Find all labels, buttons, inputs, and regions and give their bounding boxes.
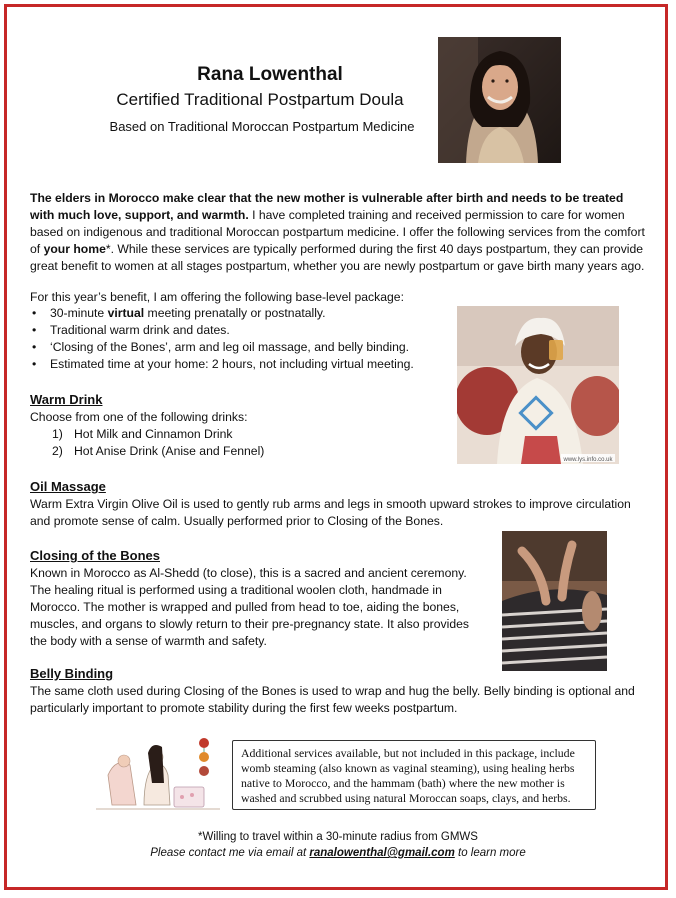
option-label: Hot Anise Drink (Anise and Fennel) xyxy=(74,444,265,458)
list-item xyxy=(30,426,450,443)
list-item: • Estimated time at your home: 2 hours, not including virtual meeting. xyxy=(30,356,450,373)
belly-binding-section xyxy=(30,666,650,717)
email-link[interactable]: ranalowenthal@gmail.com xyxy=(309,847,455,859)
item-bold: virtual xyxy=(107,306,145,320)
intro-text-1: I have completed training and received permission to care for women based on indigenous and traditional Moroccan postpartum medicine. I offer the following services from the comfort of xyxy=(30,208,645,256)
contact-line xyxy=(0,847,676,859)
item-text: 30-minute xyxy=(50,306,108,320)
warm-drink-section xyxy=(30,392,450,460)
closing-bones-section xyxy=(30,548,478,650)
oil-massage-text: Warm Extra Virgin Olive Oil is used to gently rub arms and legs in smooth upward strokes to improve circulation and promote sense of calm. Usually performed prior to Closing of the Bones. xyxy=(30,497,631,528)
oil-massage-section xyxy=(30,479,650,530)
oil-massage-heading: Oil Massage xyxy=(30,479,106,494)
drink-options xyxy=(30,426,450,460)
list-item xyxy=(30,305,450,322)
intro-text-2: *. While these services are typically performed during the first 40 days postpartum, they can provide great benefit to women at all stages postpartum, whether you are newly postpartum or gave birth many years ago. xyxy=(30,242,645,273)
contact-pre: Please contact me via email at xyxy=(150,847,310,859)
closing-bones-text: Known in Morocco as Al-Shedd (to close), this is a sacred and ancient ceremony. The healing ritual is performed using a traditional woolen cloth, handmade in Morocco. The mother is wrapped and pulled from head to toe, aiding the bones, muscles, and organs to slowly return to their pre-pregnancy state. It also provides the body with a sense of warmth and safety. xyxy=(30,566,469,648)
warm-drink-heading: Warm Drink xyxy=(30,392,103,407)
additional-services-box: Additional services available, but not included in this package, include womb steaming (also known as vaginal steaming), using healing herbs native to Morocco, and the hammam (bath) where the new mother is washed and scrubbed using natural Moroccan soaps, clays, and herbs. xyxy=(232,740,596,810)
intro-paragraph xyxy=(30,190,650,275)
drink-photo xyxy=(457,306,619,464)
belly-binding-heading: Belly Binding xyxy=(30,666,114,681)
option-number: 2) xyxy=(52,444,63,458)
belly-binding-text: The same cloth used during Closing of the Bones is used to wrap and hug the belly. Belly binding is optional and particularly important to promote stability during the first few weeks postpartum. xyxy=(30,684,635,715)
list-item xyxy=(30,443,450,460)
package-list xyxy=(30,305,450,373)
intro-bold-lead: The elders in Morocco make clear that the new mother is vulnerable after birth and needs to be treated with much love, support, and warmth. xyxy=(30,191,624,222)
doula-name: Rana Lowenthal xyxy=(197,64,343,85)
option-label: Hot Milk and Cinnamon Drink xyxy=(74,427,233,441)
travel-note: *Willing to travel within a 30-minute radius from GMWS xyxy=(198,831,478,843)
closing-bones-heading: Closing of the Bones xyxy=(30,548,160,563)
doula-title: Certified Traditional Postpartum Doula xyxy=(116,90,404,109)
list-item: • ‘Closing of the Bones’, arm and leg oil massage, and belly binding. xyxy=(30,339,450,356)
closing-bones-photo xyxy=(502,531,607,671)
steaming-illustration xyxy=(96,735,220,817)
practice-basis: Based on Traditional Moroccan Postpartum Medicine xyxy=(109,119,415,134)
portrait-photo xyxy=(438,37,561,163)
option-number: 1) xyxy=(52,427,63,441)
item-text: meeting prenatally or postnatally. xyxy=(144,306,326,320)
package-lead-in: For this year’s benefit, I am offering the following base-level package: xyxy=(30,290,404,304)
warm-drink-lead: Choose from one of the following drinks: xyxy=(30,410,248,424)
list-item: • Traditional warm drink and dates. xyxy=(30,322,450,339)
contact-post: to learn more xyxy=(454,847,526,859)
intro-bold-home: your home xyxy=(43,242,106,256)
photo-watermark: www.lys.info.co.uk xyxy=(563,457,613,463)
